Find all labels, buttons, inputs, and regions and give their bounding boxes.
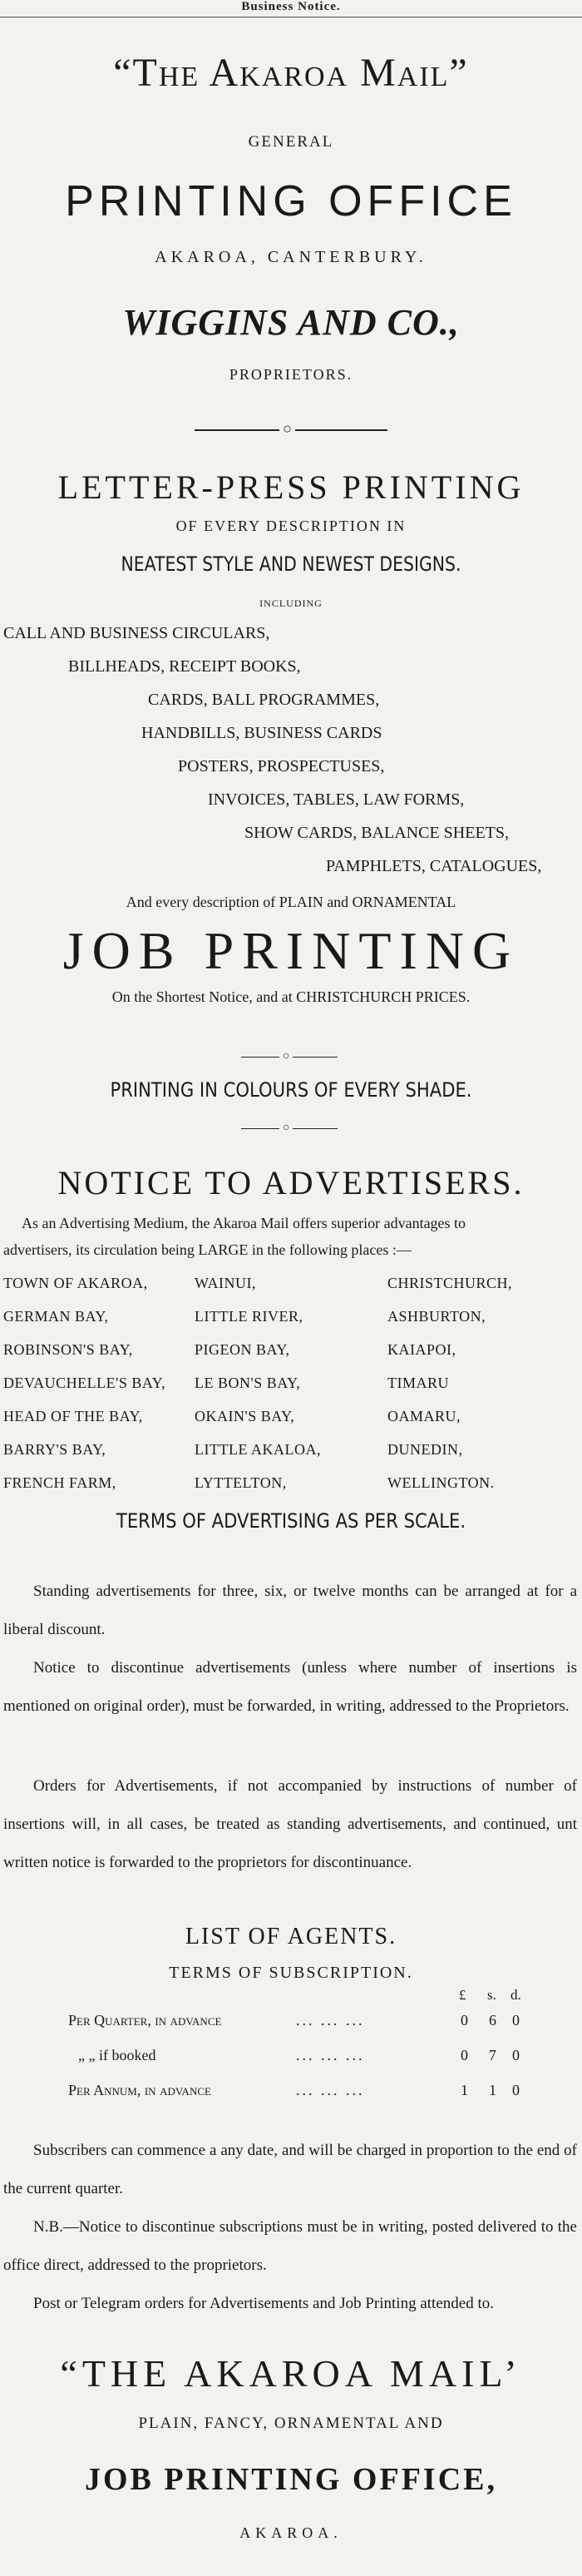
place-name: OKAIN'S BAY, (195, 1408, 295, 1424)
row-pence: 0 (512, 2012, 520, 2029)
letterpress-item: CARDS, BALL PROGRAMMES, (148, 691, 380, 709)
masthead-title: “The Akaroa Mail” (113, 51, 469, 95)
place-name: WAINUI, (195, 1275, 256, 1291)
place-name: LE BON'S BAY, (195, 1375, 301, 1391)
row-dots: ... ... ... (296, 2047, 365, 2063)
currency-header-pounds: £ (459, 1987, 466, 2003)
letterpress-heading: LETTER-PRESS PRINTING (57, 468, 525, 506)
place-name: LYTTELTON, (195, 1474, 287, 1491)
advertisers-heading: NOTICE TO ADVERTISERS. (57, 1164, 525, 1201)
colours-heading: PRINTING IN COLOURS OF EVERY SHADE. (110, 1078, 472, 1102)
currency-header-shillings: s. (487, 1987, 496, 2003)
row-label: Per Quarter, in advance (68, 2012, 222, 2029)
subscription-terms-heading: TERMS OF SUBSCRIPTION. (169, 1964, 413, 1982)
paragraph-text: Orders for Advertisements, if not accompanied by instructions of number of insertions will, in all cases, be treated as standing advertisements, and continued, unt written notice is forwarded to the proprietors for discontinuance. (3, 1777, 577, 1871)
footer-subtitle: PLAIN, FANCY, ORNAMENTAL AND (138, 2415, 444, 2432)
row-shillings: 1 (489, 2082, 496, 2098)
place-name: TIMARU (387, 1375, 449, 1391)
proprietors-label: PROPRIETORS. (229, 366, 353, 383)
standing-ads-paragraph (3, 1573, 577, 1649)
footer-job-office: JOB PRINTING OFFICE, (85, 2462, 497, 2497)
place-name: TOWN OF AKAROA, (3, 1275, 148, 1291)
row-label: „ „ if booked (78, 2047, 156, 2063)
orders-paragraph (3, 1767, 577, 1882)
header-notice: Business Notice. (241, 0, 341, 13)
letterpress-item: BILLHEADS, RECEIPT BOOKS, (68, 657, 301, 676)
discontinue-ads-paragraph (3, 1649, 577, 1726)
row-shillings: 6 (489, 2012, 496, 2029)
place-name: HEAD OF THE BAY, (3, 1408, 143, 1424)
agents-heading: LIST OF AGENTS. (185, 1924, 397, 1949)
place-name: LITTLE RIVER, (195, 1308, 303, 1325)
footer-title: “THE AKAROA MAIL’ (60, 2352, 522, 2395)
places-column-3 (387, 1266, 512, 1499)
row-dots: ... ... ... (296, 2012, 365, 2029)
letterpress-item: INVOICES, TABLES, LAW FORMS, (208, 790, 465, 809)
places-column-1 (3, 1266, 165, 1499)
subscription-row (0, 2004, 582, 2037)
row-shillings: 7 (489, 2047, 496, 2063)
every-description-line: And every description of PLAIN and ORNAMENTAL (126, 894, 456, 910)
place-name: FRENCH FARM, (3, 1474, 116, 1491)
place-name: DUNEDIN, (387, 1441, 463, 1458)
ornament-icon: ○ (279, 1049, 293, 1064)
place-name: CHRISTCHURCH, (387, 1275, 513, 1291)
nb-paragraph (3, 2208, 577, 2285)
row-pounds: 1 (461, 2082, 468, 2098)
place-name: DEVAUCHELLE'S BAY, (3, 1375, 165, 1391)
place-name: LITTLE AKALOA, (195, 1441, 321, 1458)
paragraph-text: Notice to discontinue advertisements (unless where number of insertions is mentioned on original order), must be forwarded, in writing, addressed to the Proprietors. (3, 1659, 577, 1715)
including-label: INCLUDING (259, 597, 323, 609)
paragraph-text: N.B.—Notice to discontinue subscriptions must be in writing, posted delivered to the office direct, addressed to the proprietors. (3, 2218, 577, 2274)
row-pence: 0 (512, 2047, 520, 2063)
letterpress-item: POSTERS, PROSPECTUSES, (178, 757, 385, 775)
paragraph-text: Standing advertisements for three, six, or twelve months can be arranged at for a liberal discount. (3, 1583, 577, 1638)
ornament-icon: ○ (279, 1121, 293, 1136)
advertising-terms: TERMS OF ADVERTISING AS PER SCALE. (116, 1509, 466, 1533)
location-line: AKAROA, CANTERBURY. (155, 248, 427, 266)
place-name: WELLINGTON. (387, 1474, 495, 1491)
letterpress-item: CALL AND BUSINESS CIRCULARS, (3, 624, 270, 642)
post-telegram-paragraph (3, 2285, 577, 2323)
advertisers-intro: advertisers, its circulation being LARGE in the following places :— (3, 1241, 412, 1258)
subscribers-paragraph (3, 2132, 577, 2208)
place-name: ASHBURTON, (387, 1308, 486, 1325)
places-column-2 (195, 1266, 321, 1499)
paragraph-text: Subscribers can commence a any date, and will be charged in proportion to the end of the current quarter. (3, 2142, 577, 2197)
firm-name: WIGGINS AND CO., (122, 302, 460, 343)
currency-header-pence: d. (510, 1987, 521, 2003)
footer-town: AKAROA. (239, 2524, 343, 2541)
row-pounds: 0 (461, 2012, 468, 2029)
paragraph-text: Post or Telegram orders for Advertisements and Job Printing attended to. (33, 2295, 494, 2312)
advertisers-intro: As an Advertising Medium, the Akaroa Mail offers superior advantages to (22, 1215, 466, 1231)
ornament-icon: ○ (279, 421, 295, 436)
place-name: GERMAN BAY, (3, 1308, 109, 1325)
shortest-notice-line: On the Shortest Notice, and at CHRISTCHURCH PRICES. (111, 988, 471, 1005)
general-label: GENERAL (248, 133, 334, 151)
place-name: OAMARU, (387, 1408, 461, 1424)
place-name: PIGEON BAY, (195, 1341, 290, 1358)
letterpress-line1: OF EVERY DESCRIPTION IN (175, 518, 407, 534)
place-name: KAIAPOI, (387, 1341, 456, 1358)
job-printing-heading: JOB PRINTING (62, 921, 520, 980)
place-name: ROBINSON'S BAY, (3, 1341, 133, 1358)
row-label: Per Annum, in advance (68, 2082, 211, 2098)
letterpress-item: SHOW CARDS, BALANCE SHEETS, (244, 824, 509, 842)
letterpress-item: PAMPHLETS, CATALOGUES, (326, 857, 542, 875)
row-pence: 0 (512, 2082, 520, 2098)
subscription-row (0, 2073, 582, 2107)
place-name: BARRY'S BAY, (3, 1441, 106, 1458)
row-dots: ... ... ... (296, 2082, 365, 2098)
letterpress-line2: NEATEST STYLE AND NEWEST DESIGNS. (121, 552, 461, 576)
printing-office-heading: PRINTING OFFICE (65, 177, 517, 225)
subscription-row (0, 2039, 582, 2072)
letterpress-item: HANDBILLS, BUSINESS CARDS (141, 724, 382, 742)
row-pounds: 0 (461, 2047, 468, 2063)
